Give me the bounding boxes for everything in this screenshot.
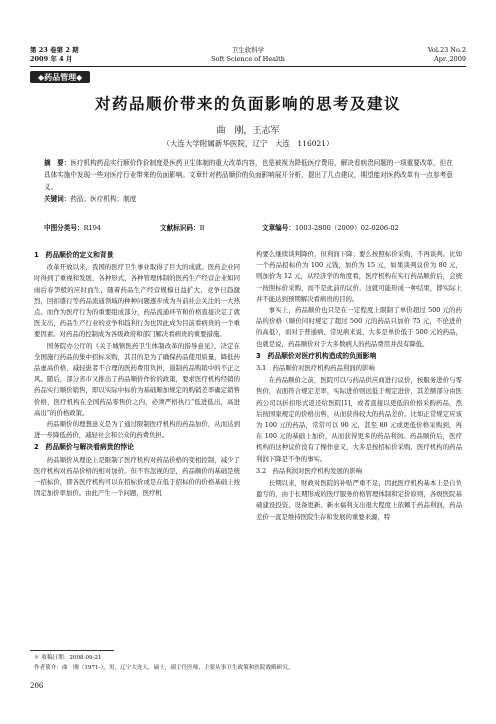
footnote-author: 作者简介：曲 刚（1971-），男，辽宁大连人，硕士，副主任医师，主要从事卫生政策和医院战略研究。 xyxy=(34,665,294,671)
paragraph: 长期以来，财政对医院的补贴严重不足，因此医疗机构基本上是自负盈亏的，由于长期形成的医疗服务价格管理体制和定价原则，各级医院基础建设投资、设备更新、新水福利支出很大程度上依赖于药品利润，药品差价一直是维持医院生存和发展的重要来源，特 xyxy=(256,479,462,521)
footnote-received: ＊ 收稿日期：2008-09-21 xyxy=(34,655,102,661)
clc-value: R194 xyxy=(83,224,102,232)
journal-volume: 第 23 卷第 2 期 xyxy=(30,46,79,54)
paragraph: 构要么继续谈判降价，但利润下降；要么按照标价采购，不再谈判。比如一个药品招标价为 100 元钱，加价为 15 元，如果谈判议价为 80 元，则加价为 12 元，从经济学的角度看，医疗机构在实行药品顺价后，会统一按照标价采购，而不是此前的议价，这就可能形成一种结果，即实际上并不能达到预期解决看病贵的目的。 xyxy=(256,250,462,303)
column-tag: ◆药品管理◆ xyxy=(30,71,90,83)
page-number: 206 xyxy=(30,682,44,690)
article-affiliation: （大连大学附属新华医院，辽宁 大连 116021） xyxy=(162,139,334,148)
art-value: 1003-2800（2009）02-0206-02 xyxy=(294,224,399,232)
header-rule xyxy=(30,66,466,67)
journal-name-en: Soft Science of Health xyxy=(211,55,285,63)
paragraph: 药品顺价的理想意义是为了通过限制医疗机构的药品加价，从而达到进一步降低药价，减轻社会和公众的药费负担。 xyxy=(34,420,240,440)
journal-month: Apr.,2009 xyxy=(434,55,466,63)
keywords-label: 关键词： xyxy=(44,195,71,203)
paragraph: 在药品顺价之前，医院可以与药品供应商进行议价，按服务进价与零售价，表面符合规定差率，实际进价则远低于规定进价，其差额部分由医药公司以折扣形式返还给医院[1]，或者直接以更低的价格采购药品，然后按国家规定的价格出售，从而获得较大的药品差价。比如正常规定应该为 100 元的药品，常常可以 90 元，甚至 80 元或更低价格采购到，再在 100 元的基础上加价，从而获得更多的药品利润。药品顺价后，医疗机构的这种议价没有了操作意义，大多是按招标价采购，医疗机构的药品利润下降是不争的事实。 xyxy=(256,376,462,463)
clc-number xyxy=(44,222,101,232)
right-column xyxy=(256,249,462,523)
paragraph: 改革开放以来，我国的医疗卫生事业取得了巨大的成就。医药企业同时得到了重视和发展，各种形式、各种管理体制的医药生产经营企业如同雨后春笋般的应时而生，随着药品生产经营规模日益扩大，竞争日趋激烈，回扣盛行等药品流通领域的种种问题逐步成为当前社会关注的一大热点。而作为医疗行为的重要组成部分，药品流通环节和价格直接决定了就医支出，药品生产行业的竞争和趋利行为也因此成为目前看病贵的一个重要因素。对药品的控制成为各级政府和部门解决看病贵的重要措施。 xyxy=(34,263,240,339)
section-heading: 2 药品顺价与解决看病贵的悖论 xyxy=(34,443,134,452)
paragraph: 药品顺价从理论上是限制了医疗机构对药品价格的变相控制，减少了医疗机构对药品价格的相对加价。但不容忽视的是，药品顺价的基础是统一招标价，即各医疗机构可以在招标价或是在低于招标价的价格基础上按固定加价率加价。由此产生一个问题，医疗机 xyxy=(34,455,240,498)
clc-label: 中图分类号： xyxy=(44,224,84,232)
abstract xyxy=(44,157,454,205)
doc-label: 文献标识码： xyxy=(160,224,200,232)
section-heading: 3 药品顺价对医疗机构造成的负面影响 xyxy=(256,351,377,360)
article-title: 对药品顺价带来的负面影响的思考及建议 xyxy=(94,95,401,113)
journal-date: 2009 年 4 月 xyxy=(30,55,73,63)
journal-issue xyxy=(30,46,79,64)
paragraph: 事实上，药品顺价也只是在一定程度上限制了单价超过 500 元的药品的价格（顺价同时规定了超过 500 元的药品只加价 75 元，不论进价的高低），而对于普通病、常见病来说，大多是单价低于 500 元的药品，也就是说，药品顺价对于大多数病人的药品费用并没有降低。 xyxy=(256,306,462,348)
section-heading: 1 药品顺价的定义和背景 xyxy=(34,251,114,259)
article-authors: 曲 刚，王志军 xyxy=(216,126,280,136)
art-label: 文章编号： xyxy=(262,224,295,232)
keywords-text: 药品；医疗机构；制度 xyxy=(70,195,137,203)
paragraph: 国务院办公厅的《关于城镇医药卫生体制改革的指导意见》，决定在全国施行药品的集中招标采购，其目的是为了确保药品使用质量，降低药品虚高价格，减轻患者不合理的医药费用负担，遏制药品购销中的不正之风。随后，部分省市又推出了药品顺价作价的政策，要求医疗机构经销的药品实行顺价销售，即以实际中标价为基础顺加规定的购销差率确定销售价格，医疗机构在全国药品零售价之内，必须严格执行“低进低出，高进高出”的价格政策。 xyxy=(34,341,240,417)
abstract-text: 医疗机构药品实行顺价作价制度是医药卫生体制的重大改革内容，也是被视为降低医疗费用，解决看病贵问题的一项重要改革，但在具体实施中发现一些对医疗行业带来的负面影响。文章针对药品顺价的负面影响展开分析，提出了几点建议，期望能对医药改革有一点参考意义。 xyxy=(44,159,453,191)
doc-code xyxy=(160,222,204,232)
journal-name xyxy=(148,46,348,64)
journal-name-cn: 卫生软科学 xyxy=(231,46,265,54)
subsection-heading: 3.1 药品顺价对医疗机构药品利润的影响 xyxy=(256,364,375,373)
journal-volume-no: Vol.23 No.2 xyxy=(427,46,466,54)
footnote-rule xyxy=(30,650,114,651)
abstract-label: 摘 要： xyxy=(44,159,71,167)
doc-value: B xyxy=(199,224,205,232)
journal-volume-en xyxy=(428,46,466,64)
article-number xyxy=(262,222,399,232)
subsection-heading: 3.2 药品利润对医疗机构发展的影响 xyxy=(256,466,363,475)
left-column xyxy=(34,249,240,499)
